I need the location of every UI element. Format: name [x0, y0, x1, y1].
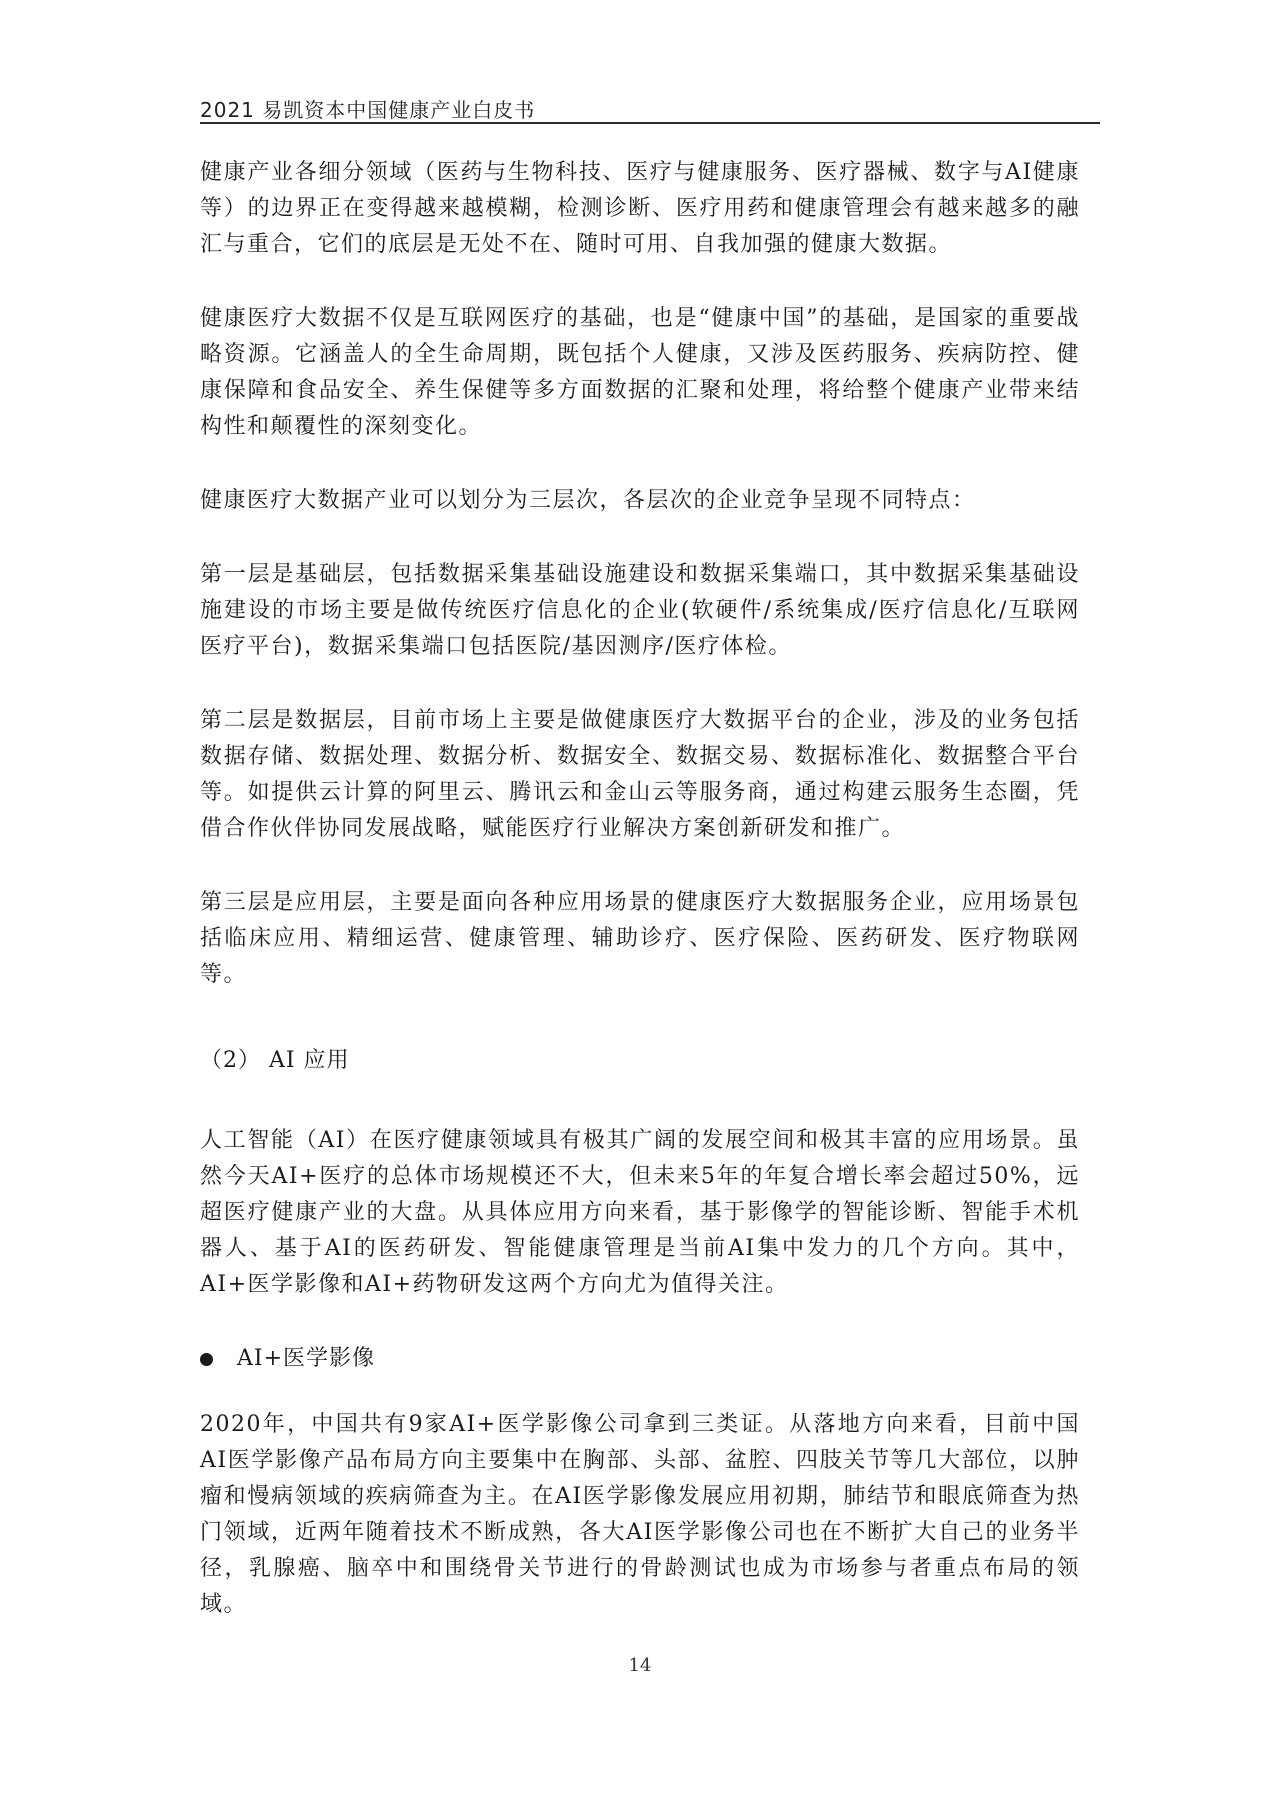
paragraph-three-layers-intro: 健康医疗大数据产业可以划分为三层次，各层次的企业竞争呈现不同特点： [200, 488, 976, 513]
paragraph-ai-imaging: 2020年，中国共有9家AI+医学影像公司拿到三类证。从落地方向来看，目前中国AI医学影像产品布局方向主要集中在胸部、头部、盆腔、四肢关节等几大部位，以肿瘤和慢病领域的疾病筛查为主。在AI医学影像发展应用初期，肺结节和眼底筛查为热门领域，近两年随着技术不断成熟，各大AI医学影像公司也在不断扩大自己的业务半径，乳腺癌、脑卒中和围绕骨关节进行的骨龄测试也成为市场参与者重点布局的领域。 [200, 1412, 1080, 1617]
header-title: 2021 易凯资本中国健康产业白皮书 [200, 98, 536, 122]
section-heading-ai-application: （2） AI 应用 [200, 1048, 350, 1073]
paragraph-health-data-strategy: 健康医疗大数据不仅是互联网医疗的基础，也是“健康中国”的基础，是国家的重要战略资源。它涵盖人的全生命周期，既包括个人健康，又涉及医药服务、疾病防控、健康保障和食品安全、养生保健等多方面数据的汇聚和处理，将给整个健康产业带来结构性和颠覆性的深刻变化。 [200, 306, 1080, 439]
page-body [200, 155, 1080, 1661]
paragraph-health-data-boundary: 健康产业各细分领域（医药与生物科技、医疗与健康服务、医疗器械、数字与AI健康等）的边界正在变得越来越模糊，检测诊断、医疗用药和健康管理会有越来越多的融汇与重合，它们的底层是无处不在、随时可用、自我加强的健康大数据。 [200, 160, 1080, 257]
paragraph-ai-overview: 人工智能（AI）在医疗健康领域具有极其广阔的发展空间和极其丰富的应用场景。虽然今天AI+医疗的总体市场规模还不大，但未来5年的年复合增长率会超过50%，远超医疗健康产业的大盘。从具体应用方向来看，基于影像学的智能诊断、智能手术机器人、基于AI的医药研发、智能健康管理是当前AI集中发力的几个方向。其中，AI+医学影像和AI+药物研发这两个方向尤为值得关注。 [200, 1128, 1080, 1297]
paragraph-layer-three: 第三层是应用层，主要是面向各种应用场景的健康医疗大数据服务企业，应用场景包括临床应用、精细运营、健康管理、辅助诊疗、医疗保险、医药研发、医疗物联网等。 [200, 890, 1080, 987]
bullet-item [200, 1341, 1080, 1377]
page-number: 14 [628, 1655, 652, 1676]
paragraph-layer-one: 第一层是基础层，包括数据采集基础设施建设和数据采集端口，其中数据采集基础设施建设的市场主要是做传统医疗信息化的企业(软硬件/系统集成/医疗信息化/互联网医疗平台)，数据采集端口包括医院/基因测序/医疗体检。 [200, 562, 1080, 659]
bullet-dot-icon [200, 1353, 213, 1366]
paragraph-layer-two: 第二层是数据层，目前市场上主要是做健康医疗大数据平台的企业，涉及的业务包括数据存储、数据处理、数据分析、数据安全、数据交易、数据标准化、数据整合平台等。如提供云计算的阿里云、腾讯云和金山云等服务商，通过构建云服务生态圈，凭借合作伙伴协同发展战略，赋能医疗行业解决方案创新研发和推广。 [200, 708, 1080, 841]
bullet-text: AI+医学影像 [237, 1346, 376, 1371]
running-header [200, 92, 1100, 124]
